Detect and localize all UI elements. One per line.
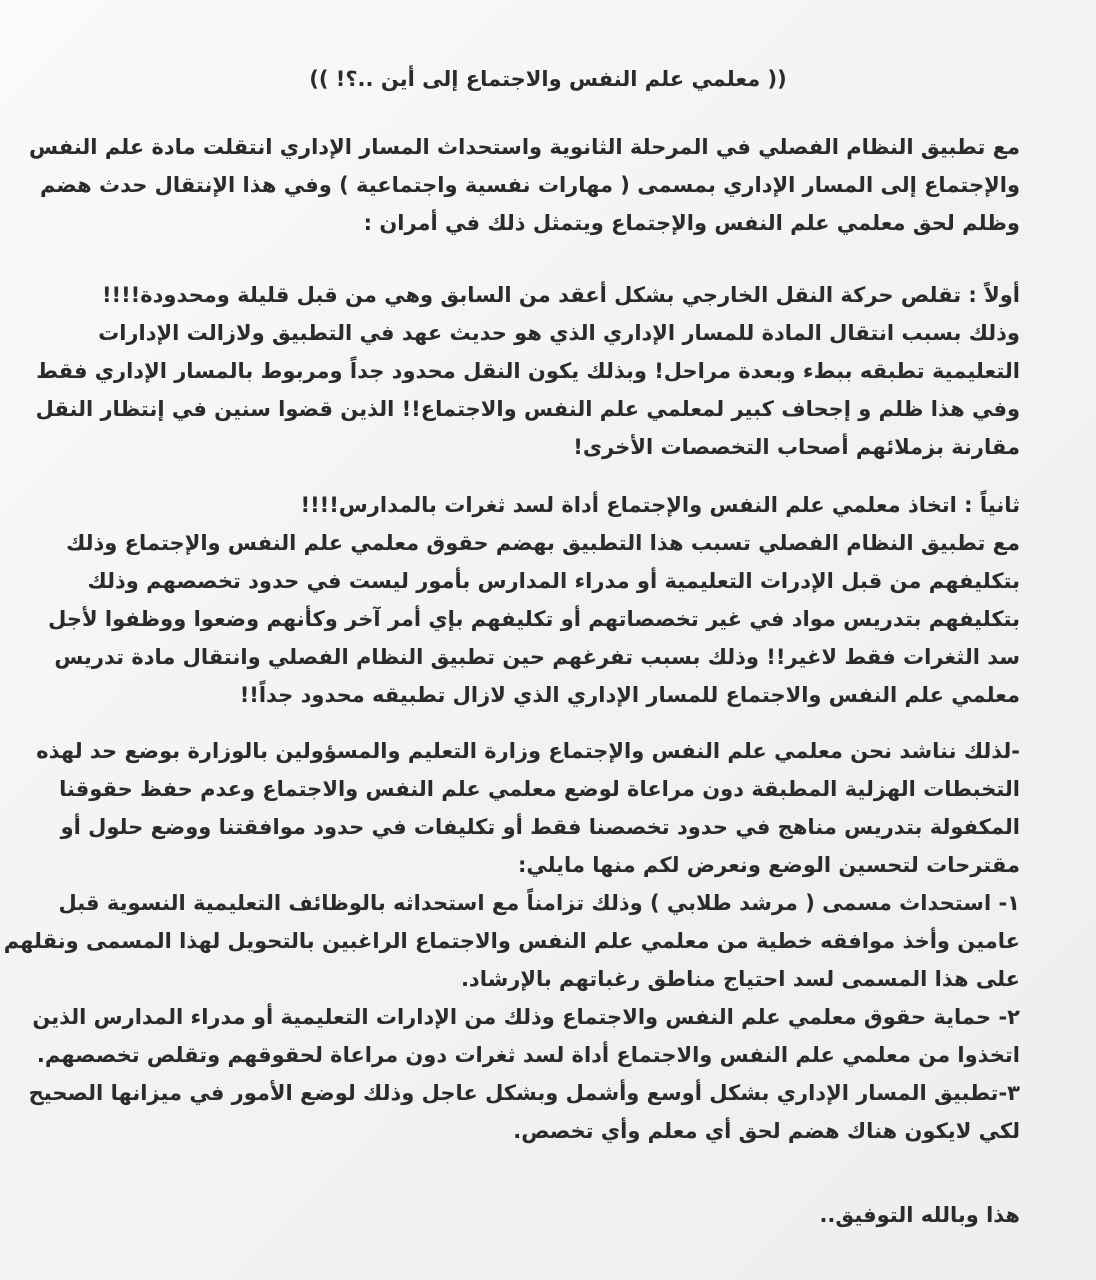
point-heading: أولاً : تقلص حركة النقل الخارجي بشكل أعقد من السابق وهي من قبل قليلة ومحدودة!!!! bbox=[101, 283, 1020, 307]
point-heading: ثانياً : اتخاذ معلمي علم النفس والإجتماع أداة لسد ثغرات بالمدارس!!!! bbox=[300, 493, 1020, 517]
text-line: مقترحات لتحسين الوضع ونعرض لكم منها مايلي: bbox=[517, 853, 1020, 877]
text-line: بتكليفهم بتدريس مواد في غير تخصصاتهم أو تكليفهم بإي أمر آخر وكأنهم وضعوا ووظفوا لأجل bbox=[48, 607, 1020, 631]
text-line: وظلم لحق معلمي علم النفس والإجتماع ويتمثل ذلك في أمران : bbox=[363, 211, 1020, 235]
closing-line bbox=[75, 1196, 1020, 1234]
text-line: سد الثغرات فقط لاغير!! وذلك بسبب تفرغهم حين تطبيق النظام الفصلي وانتقال مادة تدريس bbox=[54, 645, 1020, 669]
text-line: لكي لايكون هناك هضم لحق أي معلم وأي تخصص. bbox=[513, 1119, 1020, 1143]
second-point-paragraph bbox=[48, 486, 1020, 714]
text-line: بتكليفهم من قبل الإدرات التعليمية أو مدراء المدارس بأمور ليست في حدود تخصصهم وذلك bbox=[87, 569, 1020, 593]
intro-paragraph bbox=[29, 128, 1020, 242]
text-line: مع تطبيق النظام الفصلي في المرحلة الثانوية واستحداث المسار الإداري انتقلت مادة علم النفس bbox=[29, 135, 1020, 159]
proposal-2: ٢- حماية حقوق معلمي علم النفس والاجتماع وذلك من الإدارات التعليمية أو مدراء المدارس الذين bbox=[32, 1005, 1020, 1029]
proposal-1: ١- استحداث مسمى ( مرشد طلابي ) وذلك تزامناً مع استحداثه بالوظائف التعليمية النسوية قبل bbox=[58, 891, 1020, 915]
text-line: معلمي علم النفس والاجتماع للمسار الإداري الذي لازال تطبيقه محدود جداً!! bbox=[239, 683, 1020, 707]
proposal-3: ٣-تطبيق المسار الإداري بشكل أوسع وأشمل وبشكل عاجل وذلك لوضع الأمور في ميزانها الصحيح bbox=[28, 1081, 1020, 1105]
text-line: المكفولة بتدريس مناهج في حدود تخصصنا فقط أو تكليفات في حدود موافقتنا ووضع حلول أو bbox=[60, 815, 1020, 839]
text-line: اتخذوا من معلمي علم النفس والاجتماع أداة لسد ثغرات دون مراعاة لحقوقهم وتقلص تخصصهم. bbox=[36, 1043, 1020, 1067]
text-line: التخبطات الهزلية المطبقة دون مراعاة لوضع معلمي علم النفس والاجتماع وعدم حفظ حقوقنا bbox=[59, 777, 1020, 801]
text-line: مع تطبيق النظام الفصلي تسبب هذا التطبيق بهضم حقوق معلمي علم النفس والإجتماع وذلك bbox=[66, 531, 1020, 555]
closing-text: هذا وبالله التوفيق.. bbox=[819, 1203, 1020, 1227]
text-line: التعليمية تطبقه ببطء وبعدة مراحل! وبذلك يكون النقل محدود جداً ومربوط بالمسار الإداري فقط bbox=[36, 359, 1020, 383]
text-line: عامين وأخذ موافقه خطية من معلمي علم النفس والاجتماع الراغبين بالتحويل لهذا المسمى ونقلهم bbox=[3, 929, 1020, 953]
text-line: وذلك بسبب انتقال المادة للمسار الإداري الذي هو حديث عهد في التطبيق ولازالت الإدارات bbox=[98, 321, 1020, 345]
text-line: -لذلك نناشد نحن معلمي علم النفس والإجتماع وزارة التعليم والمسؤولين بالوزارة بوضع حد لهذه bbox=[36, 739, 1020, 763]
text-line: وفي هذا ظلم و إجحاف كبير لمعلمي علم النفس والاجتماع!! الذين قضوا سنين في إنتظار النقل bbox=[35, 397, 1020, 421]
text-line: على هذا المسمى لسد احتياج مناطق رغباتهم بالإرشاد. bbox=[460, 967, 1020, 991]
demands-paragraph bbox=[3, 732, 1020, 1150]
text-line: والإجتماع إلى المسار الإداري بمسمى ( مهارات نفسية واجتماعية ) وفي هذا الإنتقال حدث هضم bbox=[39, 173, 1020, 197]
first-point-paragraph bbox=[35, 276, 1020, 466]
document-title: (( معلمي علم النفس والاجتماع إلى أين ..؟! )) bbox=[309, 67, 787, 91]
text-line: مقارنة بزملائهم أصحاب التخصصات الأخرى! bbox=[573, 435, 1020, 459]
